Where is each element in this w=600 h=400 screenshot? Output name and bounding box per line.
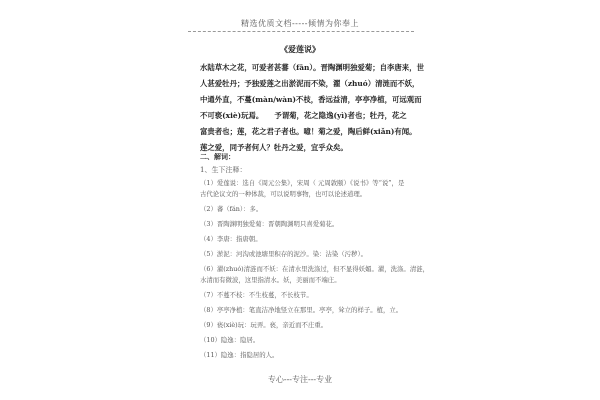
annotation-line: （6）濯(zhuó)清涟而不妖：在清水里洗涤过，但不显得妖媚。濯，洗涤。清涟， xyxy=(200,265,429,273)
annotation-line: （5）淤泥：河沟或池塘里积存的泥沙。染：沾染（污秽）。 xyxy=(200,250,368,258)
section-heading: 二、解词： xyxy=(200,152,235,161)
essay-line: 富贵者也；莲，花之君子者也。噫！菊之爱，陶后鲜(xiǎn)有闻。 xyxy=(200,127,417,136)
annotation-line: （11）隐逸：指隐居的人。 xyxy=(200,351,279,359)
essay-line: 水陆草木之花，可爱者甚蕃（fān）。晋陶渊明独爱菊；自李唐来，世 xyxy=(200,63,424,72)
document-title: 《爱莲说》 xyxy=(280,44,320,54)
essay-line: 不可亵(xiè)玩焉。 予谓菊，花之隐逸(yì)者也；牡丹，花之 xyxy=(200,111,407,120)
annotation-line: （3）晋陶渊明独爱菊：晋朝陶渊明只喜爱菊花。 xyxy=(200,220,339,228)
annotation-list xyxy=(200,178,429,361)
essay-line: 中通外直，不蔓(màn/wàn)不枝，香远益清，亭亭净植，可远观而 xyxy=(200,95,422,104)
header-divider xyxy=(188,31,414,32)
annotation-line: （7）不蔓不枝：不生枝蔓，不长枝节。 xyxy=(200,291,313,299)
annotation-line: （1）爱莲说：选自《周元公集》，宋周（ 元周敦颐）《说书》等“说”，是 xyxy=(200,179,405,187)
annotation-line: （10）隐逸：隐居。 xyxy=(200,336,260,344)
essay-line: 人甚爱牡丹；予独爱莲之出淤泥而不染，濯（zhuó）清涟而不妖， xyxy=(200,79,420,88)
page-footer: 专心---专注---专业 xyxy=(267,375,333,384)
annotation-line: （4）李唐：指唐朝。 xyxy=(200,235,262,243)
annotation-line: 水清而有微波，这里指清水。妖，美丽而不端庄。 xyxy=(200,276,341,284)
annotation-line: 古代论议文的一种体裁，可以说明事物，也可以论述道理。 xyxy=(200,190,367,198)
essay-body xyxy=(200,60,424,156)
essay-line: 莲之爱，同予者何人？牡丹之爱，宜乎众矣。 xyxy=(200,143,348,152)
annotation-line: （2）蕃（fán）：多。 xyxy=(200,205,263,213)
annotation-line: （9）亵(xiè)玩：玩弄。亵，亲近而不庄重。 xyxy=(200,321,328,329)
annotation-line: （8）亭亭净植：笔直洁净地竖立在那里。亭亭，耸立的样子。植，立。 xyxy=(200,306,403,314)
subsection-heading: 1、生下注释： xyxy=(200,166,247,174)
page-header: 精选优质文档-----倾情为你奉上 xyxy=(240,19,359,28)
